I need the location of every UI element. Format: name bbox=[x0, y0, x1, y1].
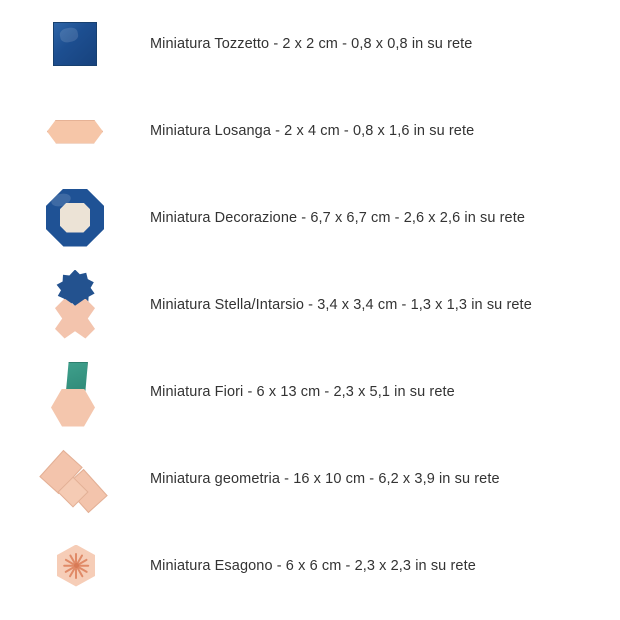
list-item[interactable] bbox=[0, 87, 620, 174]
list-item-label: Miniatura Stella/Intarsio - 3,4 x 3,4 cm - 1,3 x 1,3 in su rete bbox=[150, 296, 532, 313]
thumbnail-cell bbox=[0, 174, 150, 261]
thumbnail-cell bbox=[0, 261, 150, 348]
list-item[interactable] bbox=[0, 348, 620, 435]
list-item-label: Miniatura Fiori - 6 x 13 cm - 2,3 x 5,1 in su rete bbox=[150, 383, 455, 400]
thumbnail-cell bbox=[0, 87, 150, 174]
decorazione-blue-octagon-icon bbox=[39, 182, 111, 254]
list-item[interactable] bbox=[0, 261, 620, 348]
list-item[interactable] bbox=[0, 435, 620, 522]
thumbnail-cell bbox=[0, 522, 150, 609]
losanga-pink-diamond-icon bbox=[39, 95, 111, 167]
stella-intarsio-icon bbox=[39, 269, 111, 341]
thumbnail-cell bbox=[0, 348, 150, 435]
list-item[interactable] bbox=[0, 174, 620, 261]
list-item-label: Miniatura Esagono - 6 x 6 cm - 2,3 x 2,3 in su rete bbox=[150, 557, 476, 574]
tozzetto-blue-square-icon bbox=[39, 8, 111, 80]
list-item[interactable] bbox=[0, 522, 620, 609]
list-item-label: Miniatura geometria - 16 x 10 cm - 6,2 x 3,9 in su rete bbox=[150, 470, 500, 487]
esagono-icon bbox=[39, 530, 111, 602]
list-item-label: Miniatura Losanga - 2 x 4 cm - 0,8 x 1,6 in su rete bbox=[150, 122, 475, 139]
list-item[interactable] bbox=[0, 0, 620, 87]
fiori-icon bbox=[39, 356, 111, 428]
row-divider bbox=[0, 608, 620, 609]
geometria-icon bbox=[39, 443, 111, 515]
thumbnail-cell bbox=[0, 0, 150, 87]
list-item-label: Miniatura Decorazione - 6,7 x 6,7 cm - 2,6 x 2,6 in su rete bbox=[150, 209, 526, 226]
list-item-label: Miniatura Tozzetto - 2 x 2 cm - 0,8 x 0,8 in su rete bbox=[150, 35, 473, 52]
thumbnail-cell bbox=[0, 435, 150, 522]
